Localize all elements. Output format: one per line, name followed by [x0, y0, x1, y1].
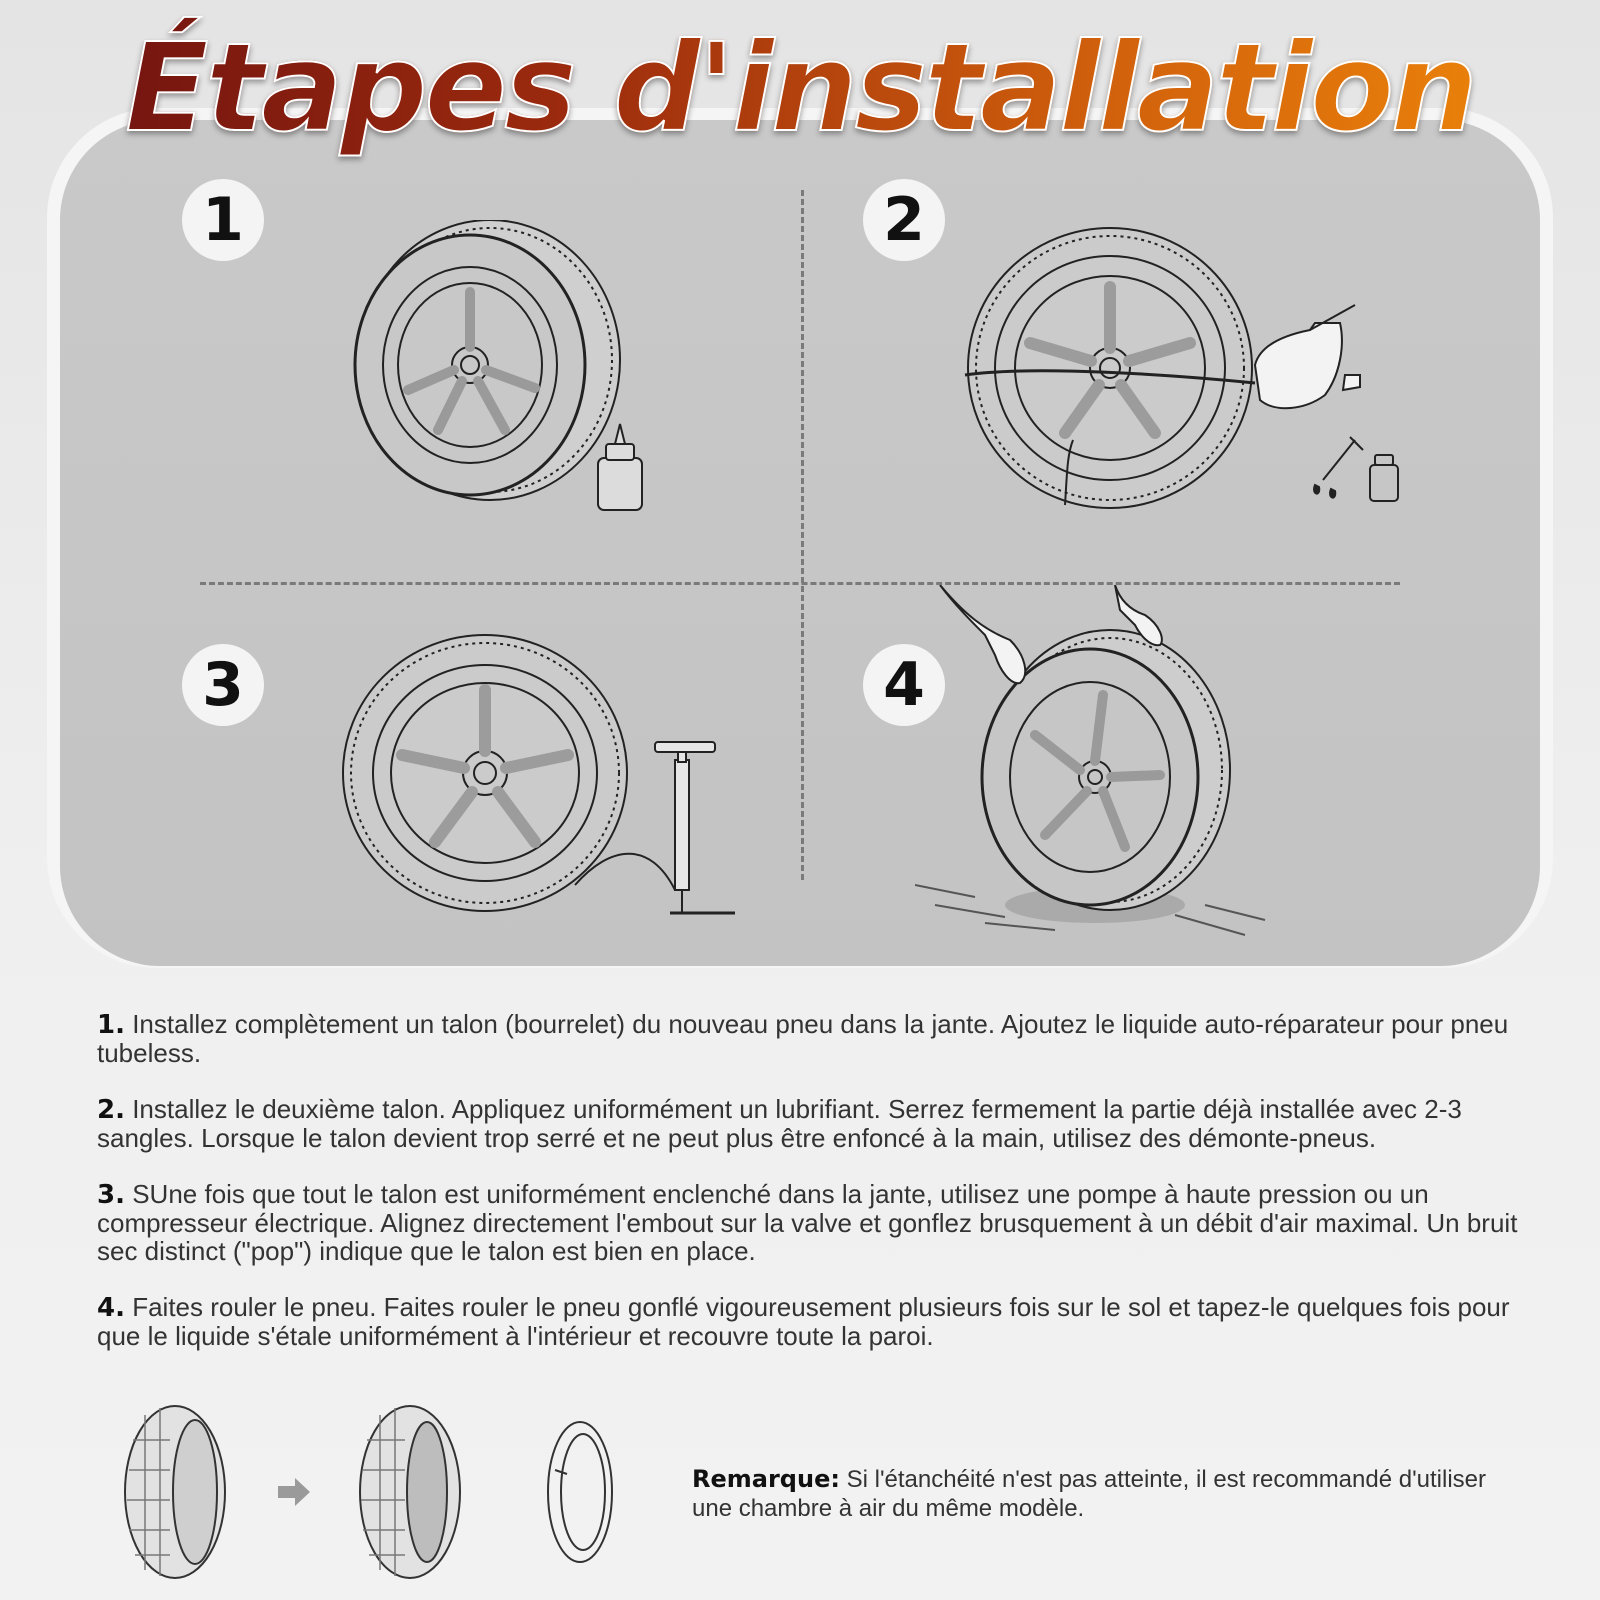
instruction-step-2	[97, 1095, 1527, 1152]
step-description: Installez complètement un talon (bourrelet) du nouveau pneu dans la jante. Ajoutez le liquide auto-réparateur pour pneu tubeless.	[97, 1009, 1509, 1068]
step-description: Faites rouler le pneu. Faites rouler le pneu gonflé vigoureusement plusieurs fois sur le sol et tapez-le quelques fois pour que le liquide s'étale uniformément à l'intérieur et recouvre toute la paroi.	[97, 1292, 1510, 1351]
tire-with-tube-icon	[360, 1406, 460, 1578]
wheel-pump-illustration	[330, 630, 750, 920]
tire-icon	[125, 1406, 225, 1578]
floor-pump-icon	[655, 742, 735, 913]
step-label: 3.	[97, 1180, 125, 1210]
instruction-step-3	[97, 1180, 1527, 1265]
sealant-bottle-icon	[598, 424, 642, 510]
lubricant-dropper-icon	[1314, 437, 1398, 501]
inner-tube-icon	[548, 1422, 612, 1562]
vertical-divider	[801, 190, 804, 880]
note-text: Si l'étanchéité n'est pas atteinte, il est recommandé d'utiliser une chambre à air du même modèle.	[692, 1466, 1487, 1522]
wheel-rolling-illustration	[915, 585, 1295, 945]
wheel-sealant-illustration	[330, 220, 670, 520]
instruction-step-4	[97, 1293, 1527, 1350]
arrow-right-icon	[278, 1478, 310, 1506]
hand-icon	[1255, 305, 1360, 408]
wheel-strap-illustration	[955, 225, 1415, 525]
step-label: 2.	[97, 1095, 125, 1125]
instructions-list	[97, 1010, 1527, 1378]
step-1-badge: 1	[182, 179, 264, 261]
instruction-step-1	[97, 1010, 1527, 1067]
step-description: SUne fois que tout le talon est uniformément enclenché dans la jante, utilisez une pompe à haute pression ou un compresseur électrique. Alignez directement l'embout sur la valve et gonflez brusquement à un débit d'air maximal. Un bruit sec distinct ("pop") indique que le talon est bien en place.	[97, 1179, 1518, 1266]
step-3-badge: 3	[182, 644, 264, 726]
note-label: Remarque:	[692, 1465, 840, 1493]
step-2-badge: 2	[863, 179, 945, 261]
page-title: Étapes d'installation	[0, 18, 1600, 158]
step-label: 1.	[97, 1010, 125, 1040]
note	[692, 1465, 1532, 1523]
inner-tube-illustration	[115, 1400, 645, 1585]
step-label: 4.	[97, 1293, 125, 1323]
step-4-badge: 4	[863, 644, 945, 726]
step-description: Installez le deuxième talon. Appliquez uniformément un lubrifiant. Serrez fermement la partie déjà installée avec 2-3 sangles. Lorsque le talon devient trop serré et ne peut plus être enfoncé à la main, utilisez des démonte-pneus.	[97, 1094, 1462, 1153]
